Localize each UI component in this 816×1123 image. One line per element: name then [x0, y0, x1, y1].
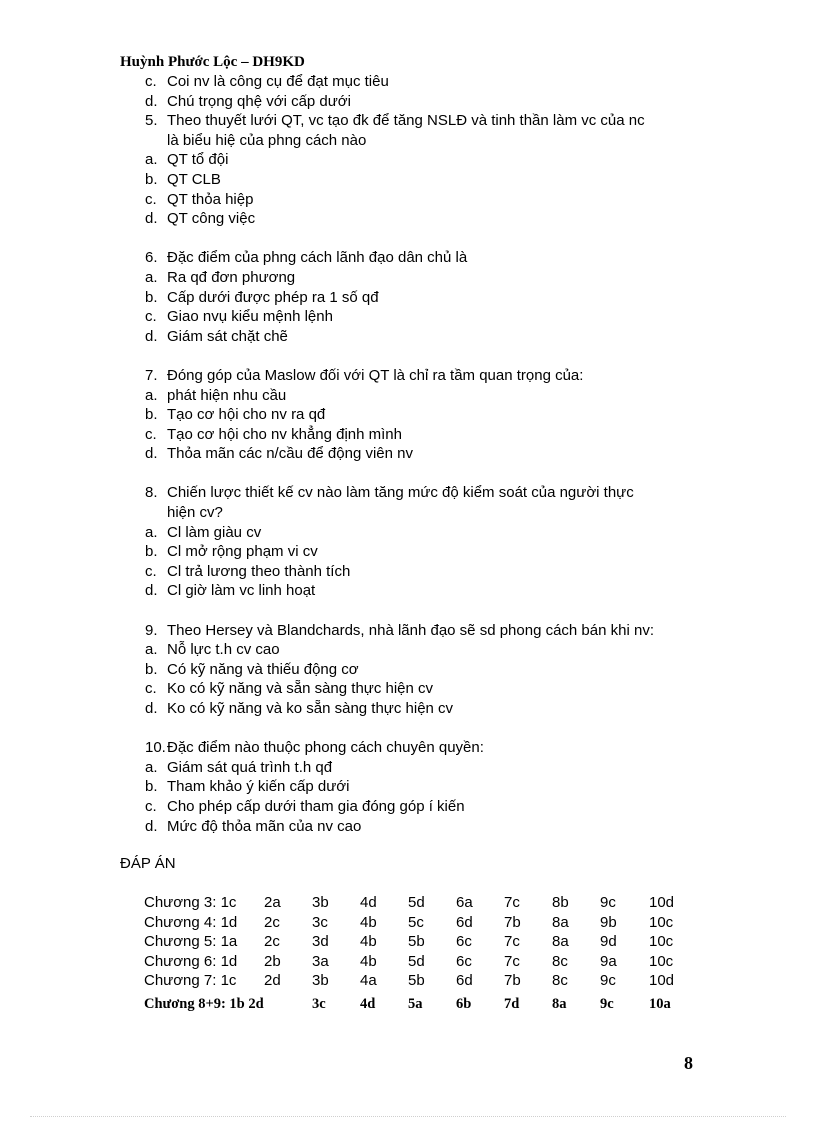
line-text: QT thỏa hiệp	[167, 190, 254, 208]
answer-cell: 4d	[360, 894, 377, 911]
answer-cell: 6d	[456, 913, 473, 931]
line-marker: b.	[145, 660, 158, 678]
answer-cell: 5b	[408, 972, 425, 990]
document-line	[0, 111, 816, 131]
line-marker: d.	[145, 327, 158, 345]
answer-cell: 9c	[600, 995, 614, 1012]
document-line	[0, 503, 816, 523]
answer-cell: 2a	[264, 894, 281, 911]
line-text: Chú trọng qhệ với cấp dưới	[167, 92, 351, 110]
answer-row	[0, 952, 816, 972]
answer-cell: 7c	[504, 952, 520, 970]
document-line	[0, 405, 816, 425]
answer-cell: 9a	[600, 952, 617, 970]
document-line	[0, 542, 816, 562]
line-text: Đặc điểm của phng cách lãnh đạo dân chủ là	[167, 249, 468, 267]
line-marker: a.	[145, 758, 158, 776]
answer-cell: 7c	[504, 933, 520, 951]
document-line	[0, 131, 816, 151]
answer-cell: 4a	[360, 972, 377, 990]
answer-cell: 2c	[264, 913, 280, 931]
answer-row	[0, 971, 816, 991]
document-line	[0, 190, 816, 210]
document-line	[0, 425, 816, 445]
document-line	[0, 817, 816, 837]
answer-cell: 9d	[600, 933, 617, 951]
document-line	[0, 738, 816, 758]
line-marker: a.	[145, 641, 158, 659]
answer-cell: 3b	[312, 972, 329, 990]
line-text: Mức độ thỏa mãn của nv cao	[167, 817, 362, 835]
answer-cell: 9c	[600, 972, 616, 990]
line-marker: d.	[145, 92, 158, 110]
line-marker: 9.	[145, 621, 158, 639]
line-text: Cấp dưới được phép ra 1 số qđ	[167, 288, 379, 306]
line-text: Cho phép cấp dưới tham gia đóng góp í kiến	[167, 797, 465, 815]
line-marker: d.	[145, 700, 158, 717]
answer-cell: 5b	[408, 933, 425, 951]
line-text: hiện cv?	[167, 504, 223, 522]
answer-row	[0, 913, 816, 933]
document-line	[0, 307, 816, 327]
line-text: Cl giờ làm vc linh hoạt	[167, 582, 316, 600]
answer-cell: 4b	[360, 933, 377, 951]
line-text: Đóng góp của Maslow đối với QT là chỉ ra tầm quan trọng của:	[167, 366, 584, 384]
line-marker: c.	[145, 425, 157, 443]
answer-cell: 3d	[312, 933, 329, 951]
line-marker: a.	[145, 386, 158, 404]
document-line	[0, 92, 816, 112]
document-line	[0, 268, 816, 288]
line-marker: b.	[145, 288, 158, 306]
document-line	[0, 523, 816, 543]
line-text: Thỏa mãn các n/cầu để động viên nv	[167, 445, 413, 463]
answer-cell: 10a	[649, 995, 671, 1012]
answer-cell: 10c	[649, 913, 674, 931]
answer-cell: 7c	[504, 894, 520, 911]
document-line	[0, 777, 816, 797]
line-marker: d.	[145, 582, 158, 600]
line-text: Cl mở rộng phạm vi cv	[167, 543, 318, 561]
line-marker: b.	[145, 406, 158, 424]
line-marker: b.	[145, 778, 158, 796]
answer-cell: 8c	[552, 952, 568, 970]
line-text: phát hiện nhu cầu	[167, 386, 287, 404]
line-text: Theo Hersey và Blandchards, nhà lãnh đạo sẽ sd phong cách bán khi nv:	[167, 621, 654, 639]
answer-cell: 3c	[312, 913, 328, 931]
document-line	[0, 366, 816, 386]
line-marker: c.	[145, 308, 157, 326]
line-text: QT công việc	[167, 210, 256, 228]
line-marker: 5.	[145, 112, 158, 130]
answer-cell: 5a	[408, 995, 423, 1012]
answer-cell: 6c	[456, 933, 472, 951]
document-line	[0, 386, 816, 406]
line-marker: c.	[145, 562, 157, 580]
answer-cell: 6a	[456, 894, 473, 911]
answer-cell: 6d	[456, 972, 473, 990]
line-text: Theo thuyết lưới QT, vc tạo đk để tăng NSLĐ và tinh thần làm vc của nc	[167, 112, 645, 130]
line-text: Nỗ lực t.h cv cao	[167, 641, 280, 659]
line-text: Tạo cơ hội cho nv khẳng định mình	[167, 425, 402, 443]
line-marker: c.	[145, 190, 157, 208]
document-line	[0, 483, 816, 503]
answer-cell: 10d	[649, 894, 675, 911]
line-text: QT tổ đội	[167, 151, 229, 169]
document-line	[0, 248, 816, 268]
document-line	[0, 444, 816, 464]
document-line	[0, 170, 816, 190]
document-line	[0, 699, 816, 719]
line-text: Ko có kỹ năng và ko sẵn sàng thực hiện cv	[167, 700, 454, 717]
answer-row	[0, 893, 816, 913]
page-number: 8	[684, 1053, 693, 1073]
answer-row-label: Chương 5: 1a	[144, 933, 238, 951]
line-marker: a.	[145, 151, 158, 169]
line-marker: d.	[145, 445, 158, 463]
spacer	[0, 346, 816, 366]
line-marker: a.	[145, 268, 158, 286]
document-line	[0, 562, 816, 582]
answer-cell: 9b	[600, 913, 617, 931]
answer-row-label: Chương 4: 1d	[144, 913, 238, 931]
answer-cell: 8a	[552, 933, 569, 951]
line-text: QT CLB	[167, 170, 221, 188]
document-line	[0, 72, 816, 92]
answer-cell: 10d	[649, 972, 675, 990]
answer-cell: 2b	[264, 952, 281, 970]
document-line	[0, 327, 816, 347]
line-text: Chiến lược thiết kế cv nào làm tăng mức độ kiểm soát của người thực	[167, 484, 634, 502]
answer-row-label: Chương 8+9: 1b 2d	[144, 995, 264, 1012]
answer-cell: 3c	[312, 995, 326, 1012]
answer-cell: 4b	[360, 952, 377, 970]
line-marker: a.	[145, 523, 158, 541]
line-marker: b.	[145, 543, 158, 561]
line-marker: 6.	[145, 249, 158, 267]
document-line	[0, 679, 816, 699]
answer-cell: 4b	[360, 913, 377, 931]
line-marker: c.	[145, 680, 157, 698]
spacer	[0, 601, 816, 621]
document-line	[0, 640, 816, 660]
line-text: Có kỹ năng và thiếu động cơ	[167, 660, 359, 678]
answer-key-table	[0, 893, 816, 1011]
answer-cell: 5d	[408, 894, 425, 911]
line-text: Giao nvụ kiểu mệnh lệnh	[167, 308, 333, 326]
page-bottom-rule	[30, 1116, 786, 1117]
answer-row-label: Chương 7: 1c	[144, 972, 237, 990]
document-line	[0, 581, 816, 601]
document-line	[0, 209, 816, 229]
answer-cell: 5d	[408, 952, 425, 970]
answer-cell: 5c	[408, 913, 424, 931]
spacer	[0, 464, 816, 484]
document-line	[0, 758, 816, 778]
answer-cell: 6c	[456, 952, 472, 970]
answer-cell: 8b	[552, 894, 569, 911]
answer-cell: 4d	[360, 995, 376, 1012]
answer-cell: 3b	[312, 894, 329, 911]
spacer	[0, 719, 816, 739]
document-line	[0, 797, 816, 817]
line-text: Cl làm giàu cv	[167, 523, 262, 541]
document-line	[0, 621, 816, 641]
line-marker: b.	[145, 170, 158, 188]
line-marker: 8.	[145, 484, 158, 502]
answer-cell: 9c	[600, 894, 616, 911]
answer-row-label: Chương 6: 1d	[144, 952, 238, 970]
line-text: Giám sát chặt chẽ	[167, 327, 288, 345]
answer-cell: 8a	[552, 913, 569, 931]
document-line	[0, 660, 816, 680]
answer-key-title: ĐÁP ÁN	[120, 855, 176, 872]
line-text: Đặc điểm nào thuộc phong cách chuyên quyền:	[167, 739, 484, 757]
document-line	[0, 288, 816, 308]
answer-row	[0, 995, 816, 1015]
line-marker: c.	[145, 797, 157, 815]
answer-cell: 7b	[504, 913, 521, 931]
line-text: Ra qđ đơn phương	[167, 268, 296, 286]
answer-cell: 10c	[649, 933, 674, 951]
line-marker: c.	[145, 73, 157, 90]
answer-cell: 8a	[552, 995, 567, 1012]
page-header: Huỳnh Phước Lộc – DH9KD	[120, 54, 305, 70]
line-marker: 7.	[145, 366, 158, 384]
line-text: Giám sát quá trình t.h qđ	[167, 758, 333, 776]
line-marker: d.	[145, 210, 158, 228]
line-text: Ko có kỹ năng và sẵn sàng thực hiện cv	[167, 680, 434, 698]
answer-cell: 6b	[456, 995, 472, 1012]
line-text: là biểu hiệ của phng cách nào	[167, 131, 367, 149]
answer-cell: 7d	[504, 995, 520, 1012]
line-text: Coi nv là công cụ để đạt mục tiêu	[167, 73, 389, 90]
answer-cell: 2d	[264, 972, 281, 990]
answer-cell: 10c	[649, 952, 674, 970]
answer-row-label: Chương 3: 1c	[144, 894, 237, 911]
spacer	[0, 229, 816, 249]
answer-cell: 2c	[264, 933, 280, 951]
document-line	[0, 150, 816, 170]
answer-row	[0, 932, 816, 952]
answer-cell: 7b	[504, 972, 521, 990]
line-marker: 10.	[145, 739, 166, 757]
answer-cell: 3a	[312, 952, 329, 970]
question-list	[0, 72, 816, 836]
line-text: Tạo cơ hội cho nv ra qđ	[167, 406, 326, 424]
line-marker: d.	[145, 817, 158, 835]
line-text: Cl trả lương theo thành tích	[167, 562, 351, 580]
line-text: Tham khảo ý kiến cấp dưới	[167, 778, 350, 796]
answer-cell: 8c	[552, 972, 568, 990]
